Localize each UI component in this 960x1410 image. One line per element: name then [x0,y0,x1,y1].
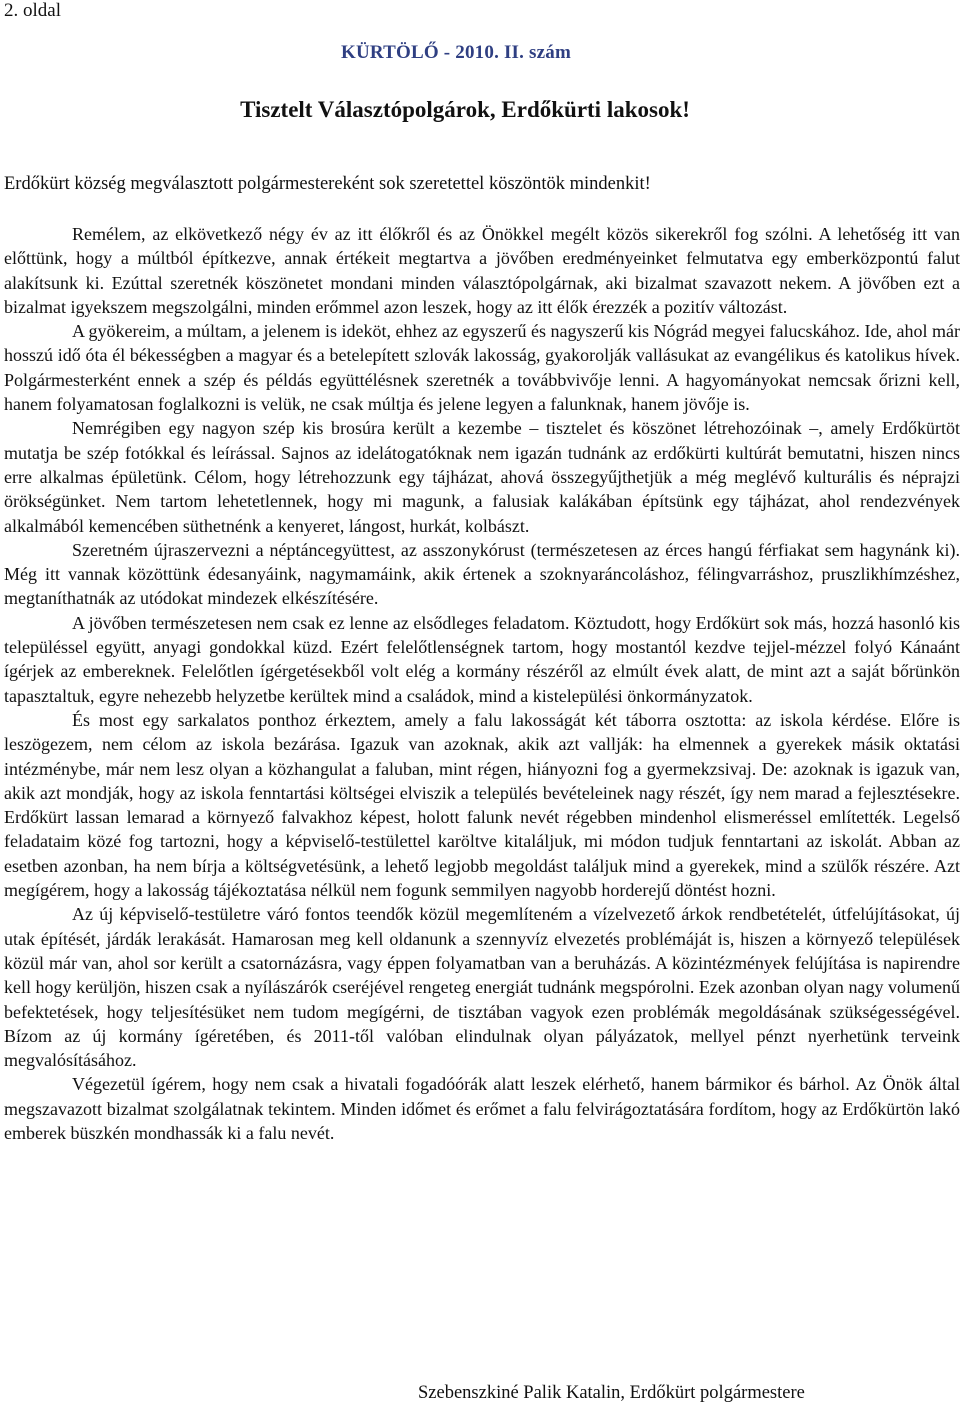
paragraph: Szeretném újraszervezni a néptáncegyüttest, az asszonykórust (természetesen az érces hangú férfiakat sem hagynánk ki). Még itt vannak közöttünk édesanyáink, nagymamáink, akik értenek a szoknyaráncoláshoz, félingvarráshoz, pruszlikhímzéshez, megtaníthatnák az utódokat mindezek elkészítésére. [4,539,960,609]
paragraph: A jövőben természetesen nem csak ez lenne az elsődleges feladatom. Köztudott, hogy Erdőkürt sok más, hozzá hasonló kis településsel együtt, anyagi gondokkal küzd. Ezért felelőtlenségnek tartom, hogy mostantól kezdve tejjel-mézzel folyó Kánaánt ígérjek az embereknek. Felelőtlen ígérgetésekből volt elég a kormány részéről az elmúlt évek alatt, de mint azt a saját bőrünkön tapasztaltuk, egyre nehezebb helyzetbe kerültek mind a családok, mind a kistelepülési önkormányzatok. [4,612,960,706]
paragraph: És most egy sarkalatos ponthoz érkeztem, amely a falu lakosságát két táborra osztotta: az iskola kérdése. Előre is leszögezem, nem célom az iskola bezárása. Igazuk van azoknak, akik azt vallják: ha elmennek a gyerekek másik oktatási intézménybe, már nem lesz olyan a közhangulat a faluban, mint régen, hiányozni fog a gyermekzsivaj. De: azoknak is igazuk van, akik azt mondják, hogy az iskola fenntartási költségei elviszik a település bevételeinek nagy részét, így nem marad a fejlesztésekre. Erdőkürt lassan lemarad a környező falvakhoz képest, holott falunk nevét régebben mindenhol elismeréssel említették. Legelső feladataim közé fog tartozni, hogy a képviselő-testülettel karöltve kitaláljuk, mi módon tudjuk fenntartani az iskolát. Abban az esetben azonban, ha nem bírja a költségvetésünk, a lehető legjobb megoldást találjuk mind a gyerekek, mind a szülők részére. Azt megígérem, hogy a lakosság tájékoztatása nélkül nem fogunk semmilyen nagyobb horderejű döntést hozni. [4,709,960,901]
paragraph: A gyökereim, a múltam, a jelenem is ideköt, ehhez az egyszerű és nagyszerű kis Nógrád megyei falucskához. Ide, ahol már hosszú idő óta él békességben a magyar és a betelepített szlovák lakosság, gyakorolják vallásukat az evangélikus és katolikus hívek. Polgármesterként ennek a szép és példás együttélésnek szeretnék a továbbvivője lenni. A hagyományokat nemcsak őrizni kell, hanem folyamatosan foglalkozni is velük, ne csak múltja és jelene legyen a falunknak, hanem jövője is. [4,321,960,415]
paragraph: Az új képviselő-testületre váró fontos teendők közül megemlíteném a vízelvezető árkok rendbetételét, útfelújításokat, új utak építését, járdák lerakását. Hamarosan meg kell oldanunk a szennyvíz elvezetés problémáját is, hiszen a környező települések közül már van, ahol sor került a csatornázásra, vagy éppen folyamatban van a beruházás. A közintézmények felújítása is napirendre kell hogy kerüljön, hiszen csak a nyílászárók cseréjével rengeteg energiát tudnánk megspórolni. Ezek azonban olyan nagy volumenű befektetések, hogy teljesítésüket nem tudom megígérni, de tisztában vagyok ezen problémák megoldásának szükségességével. Bízom az új kormány ígéretében, és 2011-től valóban elindulnak olyan pályázatok, mellyel pénzt nyerhetünk terveink megvalósításához. [4,904,960,1071]
paragraph: Végezetül ígérem, hogy nem csak a hivatali fogadóórák alatt leszek elérhető, hanem bármikor és bárhol. Az Önök által megszavazott bizalmat szolgálatnak tekintem. Minden időmet és erőmet a falu felvirágoztatására fordítom, hogy az Erdőkürtön lakó emberek büszkén mondhassák ki a falu nevét. [4,1074,960,1143]
newsletter-masthead: KÜRTÖLŐ - 2010. II. szám [340,42,572,63]
signature-line: Szebenszkiné Palik Katalin, Erdőkürt polgármestere [418,1383,805,1403]
page-number: 2. oldal [4,0,61,21]
paragraph: Remélem, az elkövetkező négy év az itt élőkről és az Önökkel megélt közös sikerekről fog szólni. A lehetőség itt van előttünk, hogy a múltból építkezve, annak értékeit megtartva a jövőben eredményeinket felmutatva egy emberközpontú falut alakítsunk ki. Ezúttal szeretnék köszönetet mondani minden választópolgárnak, aki bizalmat szavazott nekem. A jövőben ezt a bizalmat igyekszem megszolgálni, minden erőmmel azon leszek, hogy az itt élők érezzék a pozitív változást. [4,224,960,317]
paragraph: Nemrégiben egy nagyon szép kis brosúra került a kezembe – tisztelet és köszönet létrehozóinak –, amely Erdőkürtöt mutatja be szép fotókkal és leírással. Sajnos az idelátogatóknak nem igazán tudnánk az erdőkürti kultúrát bemutatni, hiszen nincs erre alkalmas épületünk. Célom, hogy létrehozzunk egy tájházat, ahová összegyűjthetjük a még meglévő kulturális és néprajzi örökségünket. Nem tartom lehetetlennek, hogy mi magunk, a falusiak kalákában építsünk egy tájházat, ahol rendezvények alkalmából kemencében süthetnénk a kenyeret, lángost, hurkát, kolbászt. [4,418,960,536]
letter-greeting: Tisztelt Választópolgárok, Erdőkürti lakosok! [240,97,690,122]
letter-body [4,222,960,1145]
intro-line: Erdőkürt község megválasztott polgármestereként sok szeretettel köszöntök mindenkit! [4,174,651,194]
